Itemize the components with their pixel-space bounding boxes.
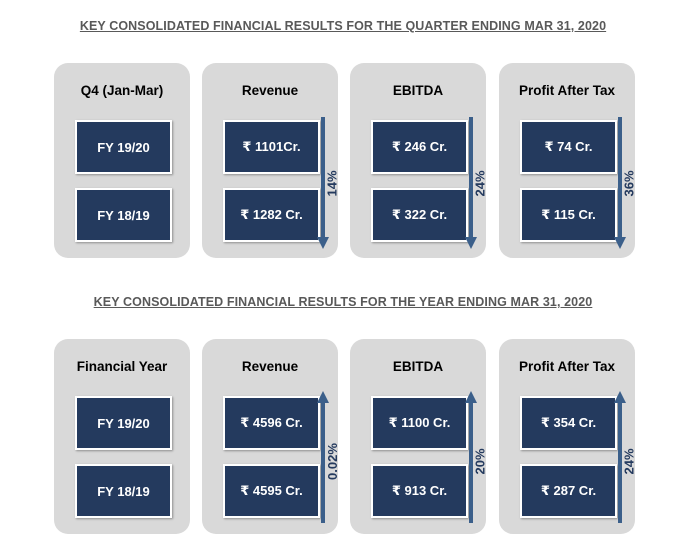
quarter-revenue-card <box>202 63 338 258</box>
quarter-pat-change: 36% <box>621 169 637 197</box>
quarter-ebitda-change: 24% <box>472 169 488 197</box>
quarter-revenue-previous: ₹ 1282 Cr. <box>223 188 320 242</box>
year-ebitda-current: ₹ 1100 Cr. <box>371 396 468 450</box>
year-revenue-header: Revenue <box>241 359 299 374</box>
year-pat-previous: ₹ 287 Cr. <box>520 464 617 518</box>
quarter-revenue-header: Revenue <box>241 83 299 98</box>
quarter-section-title: KEY CONSOLIDATED FINANCIAL RESULTS FOR THE QUARTER ENDING MAR 31, 2020 <box>79 19 607 33</box>
year-ebitda-header: EBITDA <box>392 359 444 374</box>
quarter-pat-header: Profit After Tax <box>518 83 615 98</box>
year-pat-header: Profit After Tax <box>518 359 615 374</box>
quarter-revenue-change: 14% <box>324 169 340 197</box>
year-period-card <box>54 339 190 534</box>
year-ebitda-card <box>350 339 486 534</box>
year-period-header: Financial Year <box>76 359 168 374</box>
quarter-pat-previous: ₹ 115 Cr. <box>520 188 617 242</box>
year-revenue-previous: ₹ 4595 Cr. <box>223 464 320 518</box>
quarter-revenue-current: ₹ 1101Cr. <box>223 120 320 174</box>
year-revenue-change: 0.02% <box>324 442 340 480</box>
year-ebitda-previous: ₹ 913 Cr. <box>371 464 468 518</box>
year-section-title: KEY CONSOLIDATED FINANCIAL RESULTS FOR THE YEAR ENDING MAR 31, 2020 <box>93 295 593 309</box>
year-pat-card <box>499 339 635 534</box>
quarter-ebitda-header: EBITDA <box>392 83 444 98</box>
year-period-current: FY 19/20 <box>75 396 172 450</box>
quarter-pat-card <box>499 63 635 258</box>
quarter-ebitda-current: ₹ 246 Cr. <box>371 120 468 174</box>
year-pat-current: ₹ 354 Cr. <box>520 396 617 450</box>
quarter-ebitda-previous: ₹ 322 Cr. <box>371 188 468 242</box>
quarter-period-current: FY 19/20 <box>75 120 172 174</box>
year-ebitda-change: 20% <box>472 447 488 475</box>
quarter-ebitda-card <box>350 63 486 258</box>
quarter-period-header: Q4 (Jan-Mar) <box>80 83 164 98</box>
year-revenue-card <box>202 339 338 534</box>
quarter-period-previous: FY 18/19 <box>75 188 172 242</box>
year-revenue-current: ₹ 4596 Cr. <box>223 396 320 450</box>
year-pat-change: 24% <box>621 447 637 475</box>
quarter-period-card <box>54 63 190 258</box>
year-period-previous: FY 18/19 <box>75 464 172 518</box>
quarter-pat-current: ₹ 74 Cr. <box>520 120 617 174</box>
